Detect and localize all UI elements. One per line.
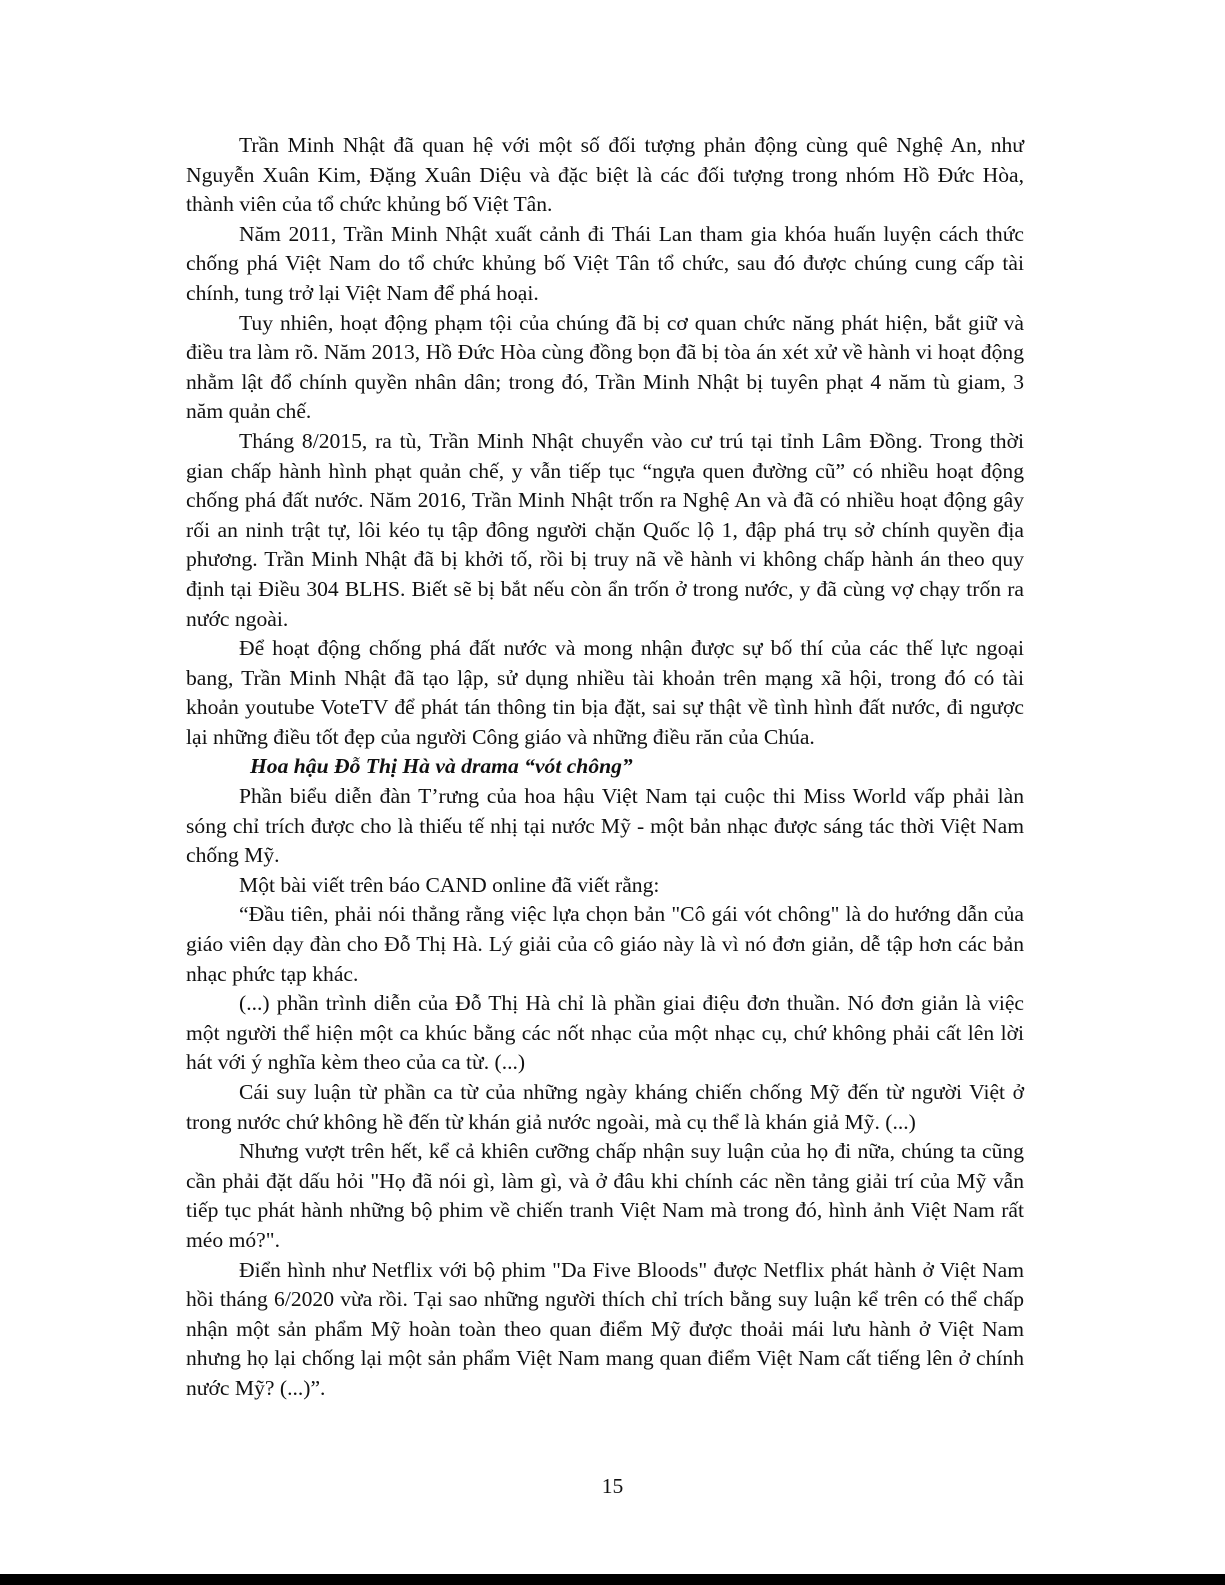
quote-paragraph-1: “Đầu tiên, phải nói thẳng rằng việc lựa chọn bản "Cô gái vót chông" là do hướng dẫn của giáo viên dạy đàn cho Đỗ Thị Hà. Lý giải của cô giáo này là vì nó đơn giản, dễ tập hơn các bản nhạc phức tạp khác.	[186, 902, 1024, 986]
paragraph-7: Một bài viết trên báo CAND online đã viết rằng:	[239, 872, 660, 897]
page-bottom-border	[0, 1574, 1225, 1585]
page-number: 15	[601, 1474, 624, 1498]
quote-paragraph-4: Nhưng vượt trên hết, kể cả khiên cưỡng chấp nhận suy luận của họ đi nữa, chúng ta cũng cần phải đặt dấu hỏi "Họ đã nói gì, làm gì, và ở đâu khi chính các nền tảng giải trí của Mỹ vẫn tiếp tục phát hành những bộ phim về chiến tranh Việt Nam mà trong đó, hình ảnh Việt Nam rất méo mó?".	[186, 1139, 1024, 1252]
quote-paragraph-2: (...) phần trình diễn của Đỗ Thị Hà chỉ là phần giai điệu đơn thuần. Nó đơn giản là việc một người thể hiện một ca khúc bằng các nốt nhạc của một nhạc cụ, chứ không phải cất lên lời hát với ý nghĩa kèm theo của ca từ. (...)	[186, 991, 1024, 1075]
section-heading: Hoa hậu Đỗ Thị Hà và drama “vót chông”	[250, 754, 633, 779]
quote-paragraph-3: Cái suy luận từ phần ca từ của những ngày kháng chiến chống Mỹ đến từ người Việt ở trong nước chứ không hề đến từ khán giả nước ngoài, mà cụ thể là khán giả Mỹ. (...)	[186, 1080, 1024, 1134]
paragraph-6: Phần biểu diễn đàn T’rưng của hoa hậu Việt Nam tại cuộc thi Miss World vấp phải làn sóng chỉ trích được cho là thiếu tế nhị tại nước Mỹ - một bản nhạc được sáng tác thời Việt Nam chống Mỹ.	[186, 784, 1024, 868]
paragraph-5: Để hoạt động chống phá đất nước và mong nhận được sự bố thí của các thế lực ngoại bang, Trần Minh Nhật đã tạo lập, sử dụng nhiều tài khoản trên mạng xã hội, trong đó có tài khoản youtube VoteTV để phát tán thông tin bịa đặt, sai sự thật về tình hình đất nước, đi ngược lại những điều tốt đẹp của người Công giáo và những điều răn của Chúa.	[186, 636, 1024, 749]
quote-paragraph-5: Điển hình như Netflix với bộ phim "Da Five Bloods" được Netflix phát hành ở Việt Nam hồi tháng 6/2020 vừa rồi. Tại sao những người thích chỉ trích bằng suy luận kể trên có thể chấp nhận một sản phẩm Mỹ hoàn toàn theo quan điểm Mỹ được thoải mái lưu hành ở Việt Nam nhưng họ lại chống lại một sản phẩm Việt Nam mang quan điểm Việt Nam cất tiếng lên ở chính nước Mỹ? (...)”.	[186, 1257, 1024, 1400]
paragraph-1: Trần Minh Nhật đã quan hệ với một số đối tượng phản động cùng quê Nghệ An, như Nguyễn Xuân Kim, Đặng Xuân Diệu và đặc biệt là các đối tượng trong nhóm Hồ Đức Hòa, thành viên của tổ chức khủng bố Việt Tân.	[186, 133, 1024, 217]
body-text	[186, 131, 1024, 1404]
paragraph-2: Năm 2011, Trần Minh Nhật xuất cảnh đi Thái Lan tham gia khóa huấn luyện cách thức chống phá Việt Nam do tổ chức khủng bố Việt Tân tổ chức, sau đó được chúng cung cấp tài chính, tung trở lại Việt Nam để phá hoại.	[186, 221, 1024, 305]
paragraph-4: Tháng 8/2015, ra tù, Trần Minh Nhật chuyển vào cư trú tại tỉnh Lâm Đồng. Trong thời gian chấp hành hình phạt quản chế, y vẫn tiếp tục “ngựa quen đường cũ” có nhiều hoạt động chống phá đất nước. Năm 2016, Trần Minh Nhật trốn ra Nghệ An và đã có nhiều hoạt động gây rối an ninh trật tự, lôi kéo tụ tập đông người chặn Quốc lộ 1, đập phá trụ sở chính quyền địa phương. Trần Minh Nhật đã bị khởi tố, rồi bị truy nã về hành vi không chấp hành án theo quy định tại Điều 304 BLHS. Biết sẽ bị bắt nếu còn ẩn trốn ở trong nước, y đã cùng vợ chạy trốn ra nước ngoài.	[186, 428, 1024, 631]
paragraph-3: Tuy nhiên, hoạt động phạm tội của chúng đã bị cơ quan chức năng phát hiện, bắt giữ và điều tra làm rõ. Năm 2013, Hồ Đức Hòa cùng đồng bọn đã bị tòa án xét xử về hành vi hoạt động nhằm lật đổ chính quyền nhân dân; trong đó, Trần Minh Nhật bị tuyên phạt 4 năm tù giam, 3 năm quản chế.	[186, 310, 1024, 424]
